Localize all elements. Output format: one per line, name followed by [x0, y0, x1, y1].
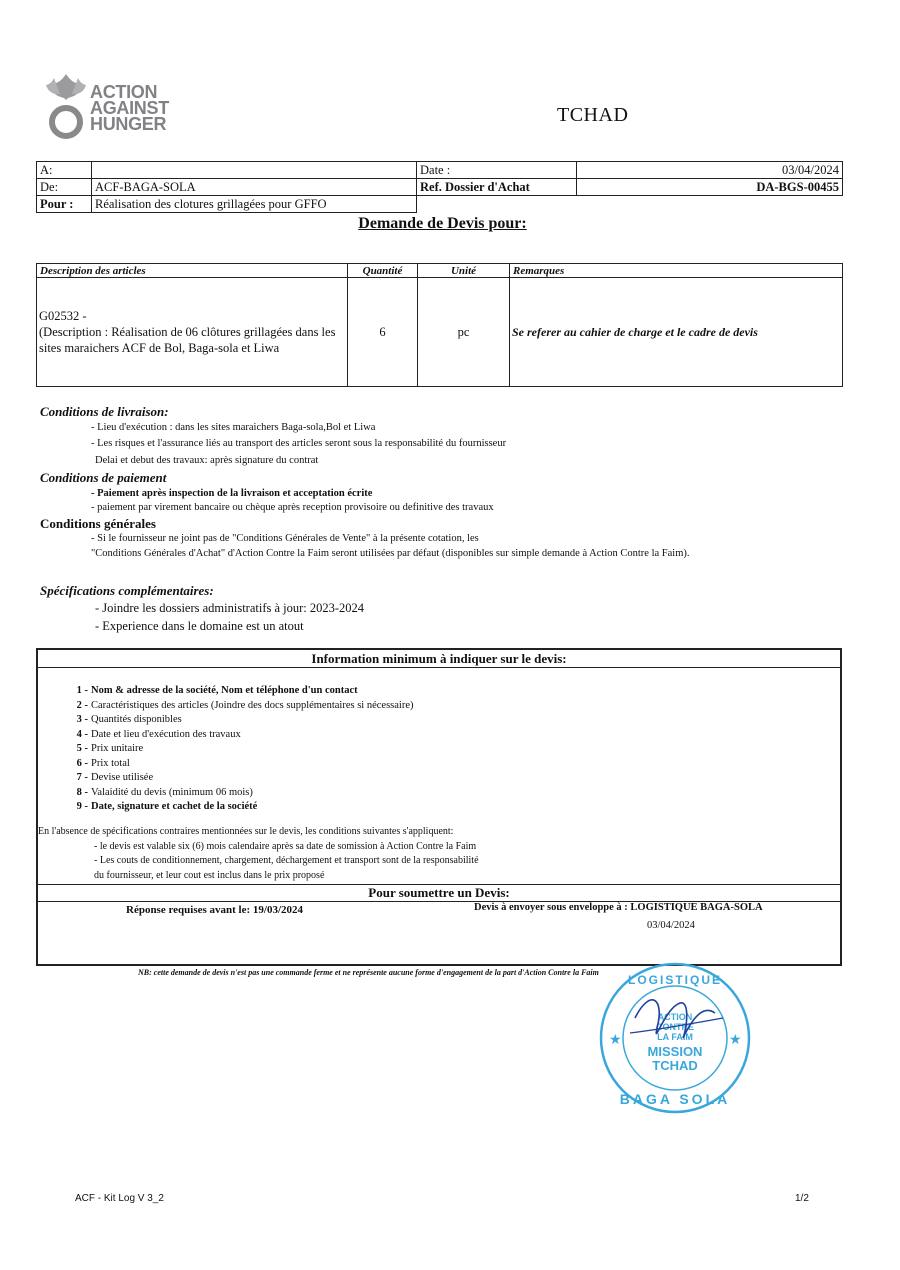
for-label: Pour :	[37, 196, 92, 213]
submit-title: Pour soumettre un Devis:	[38, 884, 840, 902]
ref-value: DA-BGS-00455	[577, 179, 843, 196]
logo-text: ACTION AGAINST HUNGER	[90, 82, 169, 134]
date-value: 03/04/2024	[577, 162, 843, 179]
from-label: De:	[37, 179, 92, 196]
list-item: 2 - Caractéristiques des articles (Joindre des docs supplémentaires si nécessaire)	[76, 699, 414, 711]
item-description: G02532 - (Description : Réalisation de 06 clôtures grillagées dans les sites maraichers ACF de Bol, Baga-sola et Liwa	[37, 278, 348, 387]
svg-text:★: ★	[609, 1033, 622, 1048]
to-value	[92, 162, 417, 179]
list-item: 7 - Devise utilisée	[76, 772, 154, 783]
col-description: Description des articles	[37, 264, 348, 278]
col-quantity: Quantité	[348, 264, 418, 278]
delivery-line: Delai et debut des travaux: après signature du contrat	[95, 455, 319, 466]
delivery-line: - Les risques et l'assurance liés au transport des articles seront sous la responsabilité du fournisseur	[91, 438, 507, 449]
stamp	[595, 958, 755, 1118]
from-value: ACF-BAGA-SOLA	[92, 179, 417, 196]
payment-conditions-title: Conditions de paiement	[40, 470, 167, 485]
svg-text:★: ★	[729, 1033, 742, 1048]
info-box-title: Information minimum à indiquer sur le devis:	[38, 650, 840, 668]
response-deadline: Réponse requises avant le: 19/03/2024	[126, 904, 304, 916]
list-item: 5 - Prix unitaire	[76, 743, 144, 754]
svg-text:CONTRE: CONTRE	[656, 1022, 694, 1032]
acf-logo-icon	[44, 70, 88, 142]
svg-text:TCHAD: TCHAD	[652, 1058, 698, 1073]
for-value: Réalisation des clotures grillagées pour GFFO	[92, 196, 417, 213]
delivery-conditions-title: Conditions de livraison:	[40, 404, 169, 419]
item-quantity: 6	[348, 278, 418, 387]
item-unit: pc	[418, 278, 510, 387]
absence-intro: En l'absence de spécifications contraires mentionnées sur le devis, les conditions suivantes s'appliquent:	[38, 826, 454, 837]
absence-line: du fournisseur, et leur cout est inclus dans le prix proposé	[94, 870, 325, 881]
svg-text:ACTION: ACTION	[657, 1012, 693, 1022]
send-to: Devis à envoyer sous enveloppe à : LOGISTIQUE BAGA-SOLA	[474, 902, 763, 913]
svg-text:BAGA SOLA: BAGA SOLA	[619, 1091, 731, 1107]
footer-kit: ACF - Kit Log V 3_2	[75, 1193, 164, 1204]
list-item: 1 - Nom & adresse de la société, Nom et téléphone d'un contact	[76, 685, 358, 696]
acf-logo	[44, 70, 184, 142]
items-table	[36, 263, 843, 387]
col-remarks: Remarques	[510, 264, 843, 278]
page-number: 1/2	[795, 1193, 809, 1204]
general-line: - Si le fournisseur ne joint pas de "Conditions Générales de Vente" à la présente cotation, les	[91, 533, 479, 544]
list-item: 4 - Date et lieu d'exécution des travaux	[76, 728, 241, 740]
send-date: 03/04/2024	[647, 920, 695, 931]
ref-label: Ref. Dossier d'Achat	[417, 179, 577, 196]
payment-line: - paiement par virement bancaire ou chèque après reception provisoire ou definitive des travaux	[91, 502, 494, 513]
header-info-table	[36, 161, 843, 213]
delivery-line: - Lieu d'exécution : dans les sites maraichers Baga-sola,Bol et Liwa	[91, 422, 376, 433]
absence-line: - le devis est valable six (6) mois calendaire après sa date de somission à Action Contre la Faim	[94, 841, 477, 852]
list-item: 6 - Prix total	[76, 757, 130, 769]
general-line: "Conditions Générales d'Achat" d'Action Contre la Faim seront utilisées par défaut (disponibles sur simple demande à Action Contre la Faim).	[91, 548, 690, 559]
spec-line: - Experience dans le domaine est un atout	[95, 619, 304, 633]
page-title: Demande de Devis pour:	[358, 215, 527, 232]
info-box	[36, 648, 842, 966]
absence-line: - Les couts de conditionnement, chargement, déchargement et transport sont de la responsabilité	[94, 855, 479, 866]
payment-line: - Paiement après inspection de la livraison et acceptation écrite	[91, 488, 373, 499]
item-remarks: Se referer au cahier de charge et le cadre de devis	[510, 278, 843, 387]
info-list	[74, 684, 413, 815]
nb-note: NB: cette demande de devis n'est pas une commande ferme et ne représente aucune forme d'engagement de la part d'Action Contre la Faim	[138, 968, 599, 977]
table-row	[37, 278, 843, 387]
list-item: 9 - Date, signature et cachet de la société	[76, 801, 258, 812]
to-label: A:	[37, 162, 92, 179]
svg-text:LA FAIM: LA FAIM	[657, 1032, 693, 1042]
spec-line: - Joindre les dossiers administratifs à jour: 2023-2024	[95, 601, 365, 615]
date-label: Date :	[417, 162, 577, 179]
col-unit: Unité	[418, 264, 510, 278]
country-title: TCHAD	[557, 104, 629, 126]
list-item: 3 - Quantités disponibles	[76, 714, 182, 725]
svg-text:MISSION: MISSION	[647, 1044, 703, 1059]
list-item: 8 - Valaidité du devis (minimum 06 mois)	[76, 786, 253, 798]
svg-text:LOGISTIQUE: LOGISTIQUE	[627, 973, 723, 987]
general-conditions-title: Conditions générales	[40, 516, 156, 531]
stamp-seal-icon	[595, 958, 755, 1118]
specs-title: Spécifications complémentaires:	[40, 583, 214, 598]
